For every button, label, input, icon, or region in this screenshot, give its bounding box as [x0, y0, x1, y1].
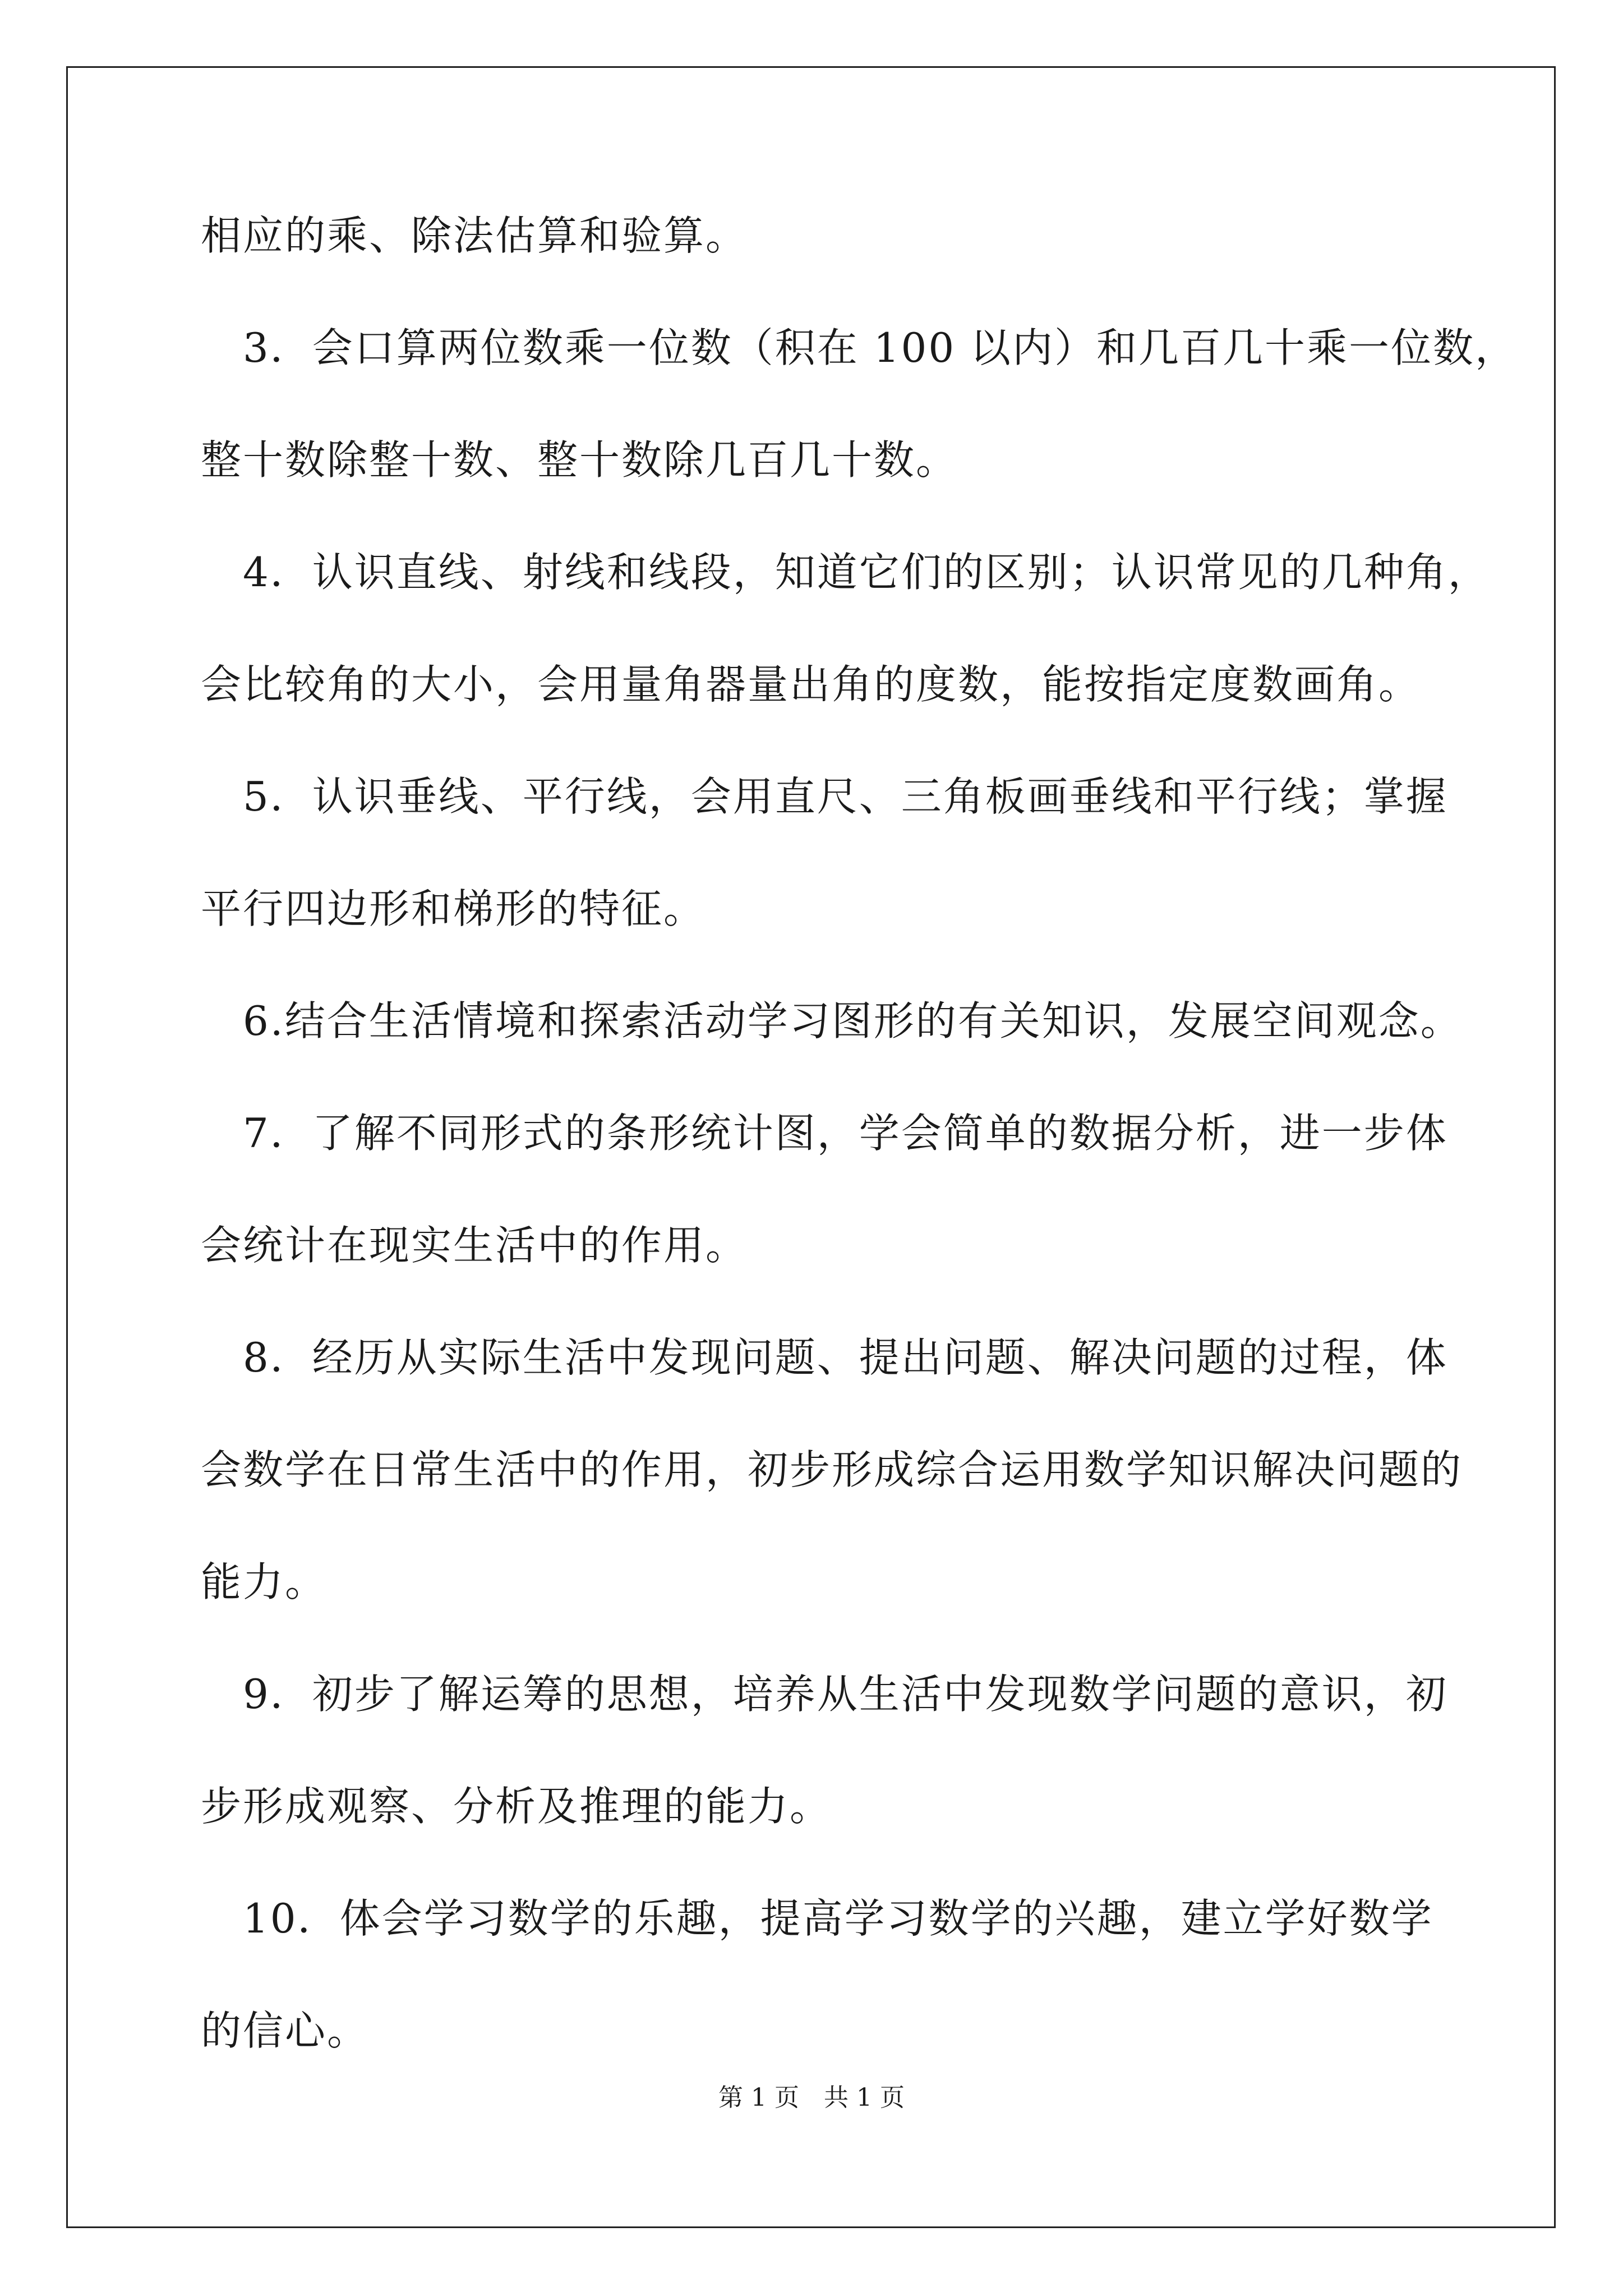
- body-text-line: 能力。: [201, 1558, 328, 1605]
- body-text-line: 3．会口算两位数乘一位数（积在 100 以内）和几百几十乘一位数，: [201, 324, 1518, 371]
- body-text-line: 的信心。: [201, 2007, 370, 2054]
- body-text-line: 6.结合生活情境和探索活动学习图形的有关知识，发展空间观念。: [201, 997, 1463, 1045]
- body-text-line: 9．初步了解运筹的思想，培养从生活中发现数学问题的意识，初: [201, 1671, 1448, 1718]
- body-text-line: 10．体会学习数学的乐趣，提高学习数学的兴趣，建立学好数学: [201, 1895, 1433, 1942]
- body-text-line: 8．经历从实际生活中发现问题、提出问题、解决问题的过程，体: [201, 1334, 1448, 1381]
- body-text-line: 会比较角的大小，会用量角器量出角的度数，能按指定度数画角。: [201, 661, 1421, 708]
- body-text-line: 会统计在现实生活中的作用。: [201, 1222, 748, 1269]
- body-text-line: 4．认识直线、射线和线段，知道它们的区别；认识常见的几种角，: [201, 549, 1490, 596]
- body-text-line: 整十数除整十数、整十数除几百几十数。: [201, 436, 958, 484]
- body-text-line: 会数学在日常生活中的作用，初步形成综合运用数学知识解决问题的: [201, 1446, 1463, 1493]
- body-text-line: 步形成观察、分析及推理的能力。: [201, 1783, 832, 1830]
- body-text-line: 平行四边形和梯形的特征。: [201, 885, 706, 932]
- body-text-line: 相应的乘、除法估算和验算。: [201, 212, 748, 259]
- body-text-line: 7．了解不同形式的条形统计图，学会简单的数据分析，进一步体: [201, 1110, 1448, 1157]
- body-text-line: 5．认识垂线、平行线，会用直尺、三角板画垂线和平行线；掌握: [201, 773, 1448, 820]
- page-number-footer: 第 1 页 共 1 页: [718, 2083, 905, 2112]
